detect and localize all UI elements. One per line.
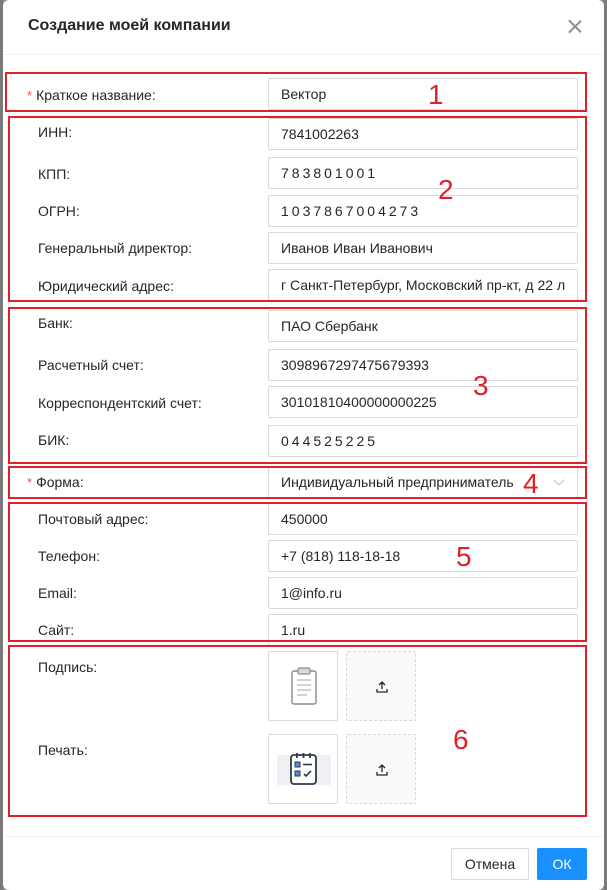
cancel-button[interactable]: Отмена <box>451 848 529 880</box>
email-input[interactable] <box>268 577 578 609</box>
form-select-value: Индивидуальный предприниматель <box>281 474 514 490</box>
ogrn-label: ОГРН: <box>38 203 80 219</box>
postal-address-label: Почтовый адрес: <box>38 511 149 527</box>
short-name-input[interactable] <box>268 78 578 110</box>
bank-input[interactable] <box>268 310 578 342</box>
bank-label: Банк: <box>38 315 73 331</box>
kpp-input[interactable] <box>268 157 578 189</box>
kpp-label: КПП: <box>38 166 71 182</box>
signature-thumbnail[interactable] <box>268 651 338 721</box>
upload-icon <box>375 763 389 777</box>
inn-label: ИНН: <box>38 124 73 140</box>
director-input[interactable] <box>268 232 578 264</box>
upload-icon <box>375 680 389 694</box>
legal-address-input[interactable] <box>268 269 578 301</box>
chevron-down-icon <box>553 474 564 485</box>
corr-account-input[interactable] <box>268 386 578 418</box>
account-label: Расчетный счет: <box>38 357 144 373</box>
form-label-text: Форма: <box>36 474 84 490</box>
company-dialog <box>3 0 604 890</box>
required-mark: * <box>27 88 33 103</box>
bik-input[interactable] <box>268 425 578 457</box>
site-label: Сайт: <box>38 622 75 638</box>
ogrn-input[interactable] <box>268 195 578 227</box>
clipboard-document-icon <box>269 652 339 722</box>
phone-label: Телефон: <box>38 548 100 564</box>
annotation-number-3: 3 <box>473 370 489 401</box>
signature-label: Подпись: <box>38 659 98 675</box>
form-label <box>27 474 84 490</box>
dialog-footer <box>3 836 604 890</box>
annotation-number-6: 6 <box>453 724 469 755</box>
dialog-header <box>3 0 604 55</box>
postal-address-input[interactable] <box>268 503 578 535</box>
short-name-label-text: Краткое название: <box>36 87 156 103</box>
stamp-label: Печать: <box>38 742 88 758</box>
dialog-title: Создание моей компании <box>28 17 231 34</box>
annotation-number-5: 5 <box>456 541 472 572</box>
account-input[interactable] <box>268 349 578 381</box>
email-label: Email: <box>38 585 77 601</box>
bik-label: БИК: <box>38 432 70 448</box>
phone-input[interactable] <box>268 540 578 572</box>
annotation-number-1: 1 <box>428 79 444 110</box>
close-icon[interactable] <box>564 16 586 38</box>
director-label: Генеральный директор: <box>38 240 193 256</box>
inn-input[interactable] <box>268 118 578 150</box>
stamp-thumbnail[interactable] <box>268 734 338 804</box>
legal-address-label: Юридический адрес: <box>38 278 174 294</box>
annotation-number-4: 4 <box>523 468 539 499</box>
site-input[interactable] <box>268 614 578 646</box>
signature-upload-button[interactable] <box>346 651 416 721</box>
corr-account-label: Корреспондентский счет: <box>38 395 202 411</box>
checklist-icon <box>269 735 339 805</box>
annotation-number-2: 2 <box>438 174 454 205</box>
stamp-upload-button[interactable] <box>346 734 416 804</box>
short-name-label <box>27 87 156 103</box>
required-mark: * <box>27 475 33 490</box>
ok-button[interactable]: ОК <box>537 848 587 880</box>
